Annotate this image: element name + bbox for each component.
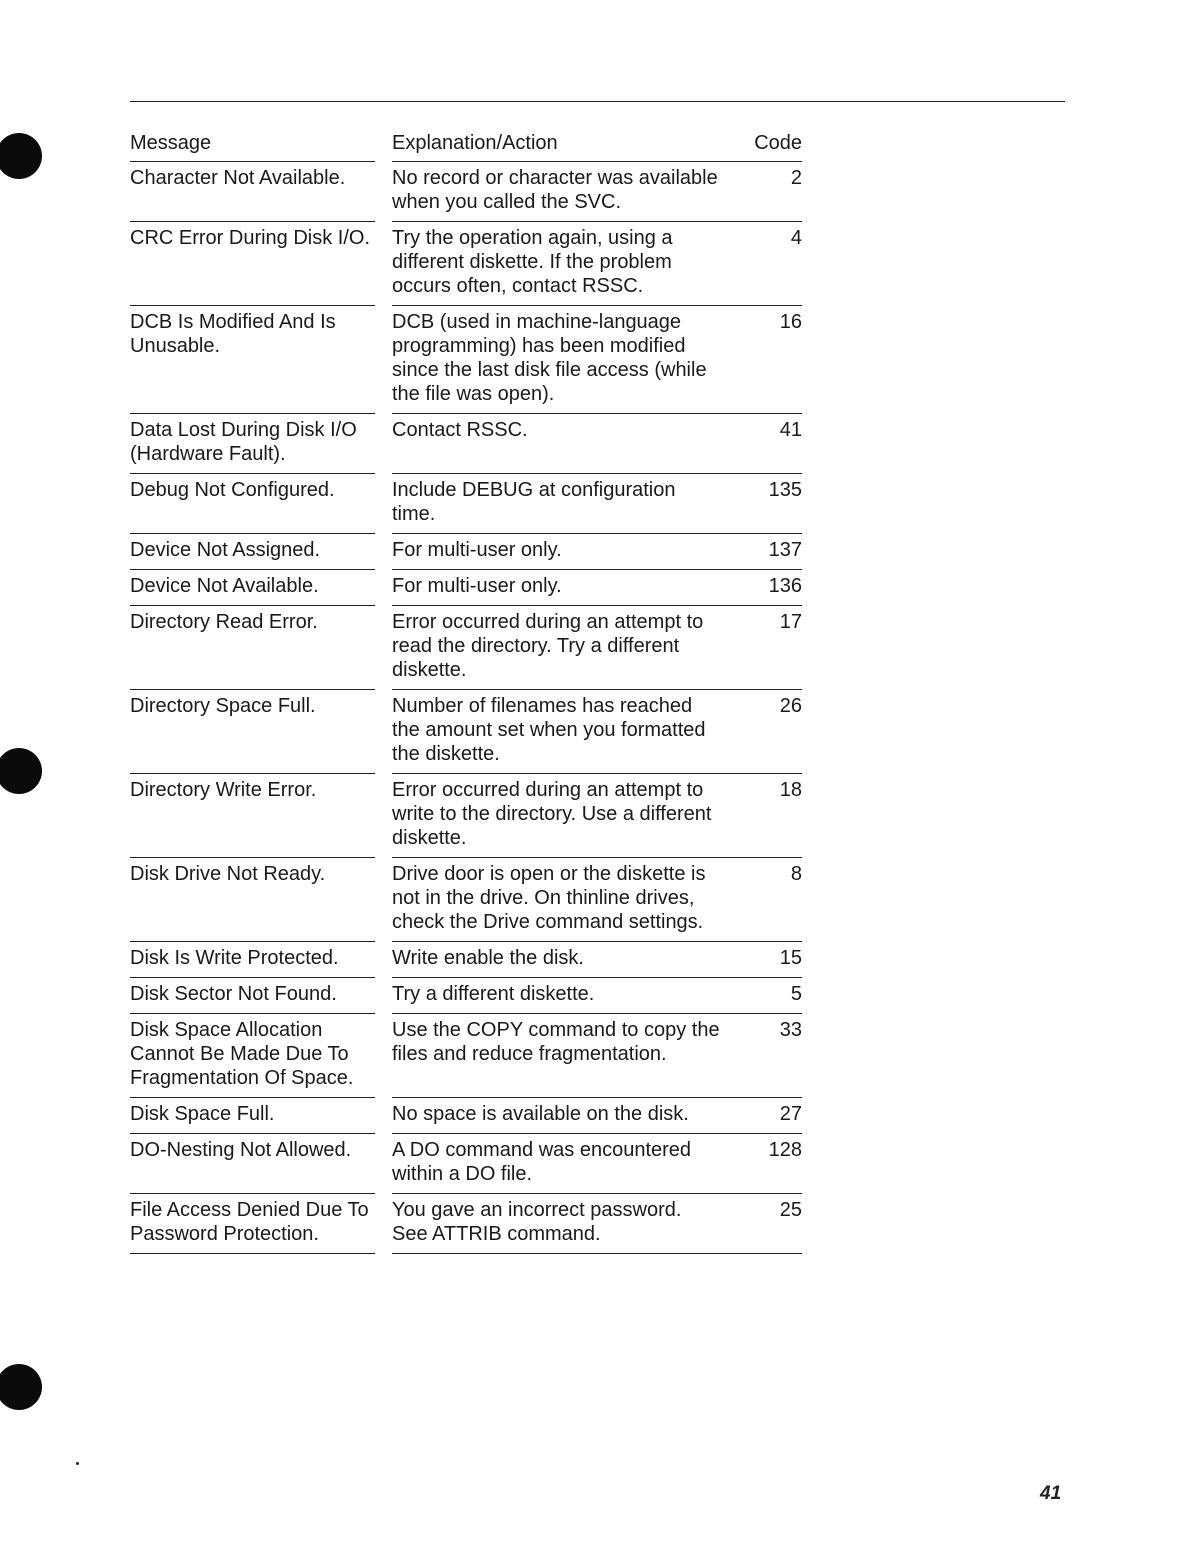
table-row	[130, 570, 802, 606]
row-message: CRC Error During Disk I/O.	[130, 222, 375, 306]
row-explanation: You gave an incorrect password. See ATTRIB command.	[392, 1194, 722, 1254]
table-row	[130, 1134, 802, 1194]
header-code: Code	[722, 128, 802, 162]
table-row	[130, 162, 802, 222]
row-code: 135	[722, 474, 802, 534]
header-message: Message	[130, 128, 375, 162]
row-code: 27	[722, 1098, 802, 1134]
row-message: Device Not Available.	[130, 570, 375, 606]
row-message: Directory Write Error.	[130, 774, 375, 858]
table-row	[130, 306, 802, 414]
row-code: 25	[722, 1194, 802, 1254]
table-body	[130, 162, 802, 1254]
row-code: 4	[722, 222, 802, 306]
table-row	[130, 978, 802, 1014]
table-row	[130, 774, 802, 858]
row-explanation: Error occurred during an attempt to write to the directory. Use a different diskette.	[392, 774, 722, 858]
row-message: Character Not Available.	[130, 162, 375, 222]
table-row	[130, 942, 802, 978]
row-explanation: Include DEBUG at configuration time.	[392, 474, 722, 534]
row-explanation: Try the operation again, using a different diskette. If the problem occurs often, contact RSSC.	[392, 222, 722, 306]
binder-hole-top	[0, 133, 42, 179]
row-explanation: For multi-user only.	[392, 570, 722, 606]
row-explanation: DCB (used in machine-language programming) has been modified since the last disk file access (while the file was open).	[392, 306, 722, 414]
row-code: 137	[722, 534, 802, 570]
ink-speck	[76, 1462, 79, 1465]
row-code: 33	[722, 1014, 802, 1098]
table-row	[130, 606, 802, 690]
row-explanation: Drive door is open or the diskette is not in the drive. On thinline drives, check the Drive command settings.	[392, 858, 722, 942]
row-code: 41	[722, 414, 802, 474]
row-code: 26	[722, 690, 802, 774]
binder-hole-middle	[0, 748, 42, 794]
row-explanation: Contact RSSC.	[392, 414, 722, 474]
table-row	[130, 414, 802, 474]
row-message: Disk Space Allocation Cannot Be Made Due To Fragmentation Of Space.	[130, 1014, 375, 1098]
row-explanation: For multi-user only.	[392, 534, 722, 570]
row-code: 18	[722, 774, 802, 858]
row-message: DO-Nesting Not Allowed.	[130, 1134, 375, 1194]
row-code: 8	[722, 858, 802, 942]
row-message: Directory Space Full.	[130, 690, 375, 774]
row-explanation: A DO command was encountered within a DO file.	[392, 1134, 722, 1194]
page-number: 41	[1040, 1483, 1062, 1504]
row-code: 2	[722, 162, 802, 222]
table-header	[130, 128, 802, 162]
row-message: Disk Drive Not Ready.	[130, 858, 375, 942]
row-message: Directory Read Error.	[130, 606, 375, 690]
row-code: 15	[722, 942, 802, 978]
row-explanation: Error occurred during an attempt to read the directory. Try a different diskette.	[392, 606, 722, 690]
row-explanation: Try a different diskette.	[392, 978, 722, 1014]
row-message: Disk Sector Not Found.	[130, 978, 375, 1014]
error-message-table	[130, 128, 802, 1254]
row-message: File Access Denied Due To Password Protection.	[130, 1194, 375, 1254]
binder-hole-bottom	[0, 1364, 42, 1410]
row-message: Data Lost During Disk I/O (Hardware Fault).	[130, 414, 375, 474]
row-code: 5	[722, 978, 802, 1014]
row-explanation: No space is available on the disk.	[392, 1098, 722, 1134]
table-row	[130, 690, 802, 774]
row-code: 16	[722, 306, 802, 414]
row-message: Disk Space Full.	[130, 1098, 375, 1134]
table-row	[130, 858, 802, 942]
table-row	[130, 1014, 802, 1098]
table-row	[130, 534, 802, 570]
row-explanation: Number of filenames has reached the amount set when you formatted the diskette.	[392, 690, 722, 774]
row-explanation: Use the COPY command to copy the files and reduce fragmentation.	[392, 1014, 722, 1098]
row-message: DCB Is Modified And Is Unusable.	[130, 306, 375, 414]
row-code: 17	[722, 606, 802, 690]
top-rule	[130, 101, 1065, 102]
row-message: Device Not Assigned.	[130, 534, 375, 570]
header-explanation: Explanation/Action	[392, 128, 722, 162]
row-code: 128	[722, 1134, 802, 1194]
row-code: 136	[722, 570, 802, 606]
table-row	[130, 1194, 802, 1254]
row-explanation: No record or character was available when you called the SVC.	[392, 162, 722, 222]
table-row	[130, 222, 802, 306]
row-explanation: Write enable the disk.	[392, 942, 722, 978]
row-message: Debug Not Configured.	[130, 474, 375, 534]
row-message: Disk Is Write Protected.	[130, 942, 375, 978]
table-row	[130, 474, 802, 534]
table-row	[130, 1098, 802, 1134]
